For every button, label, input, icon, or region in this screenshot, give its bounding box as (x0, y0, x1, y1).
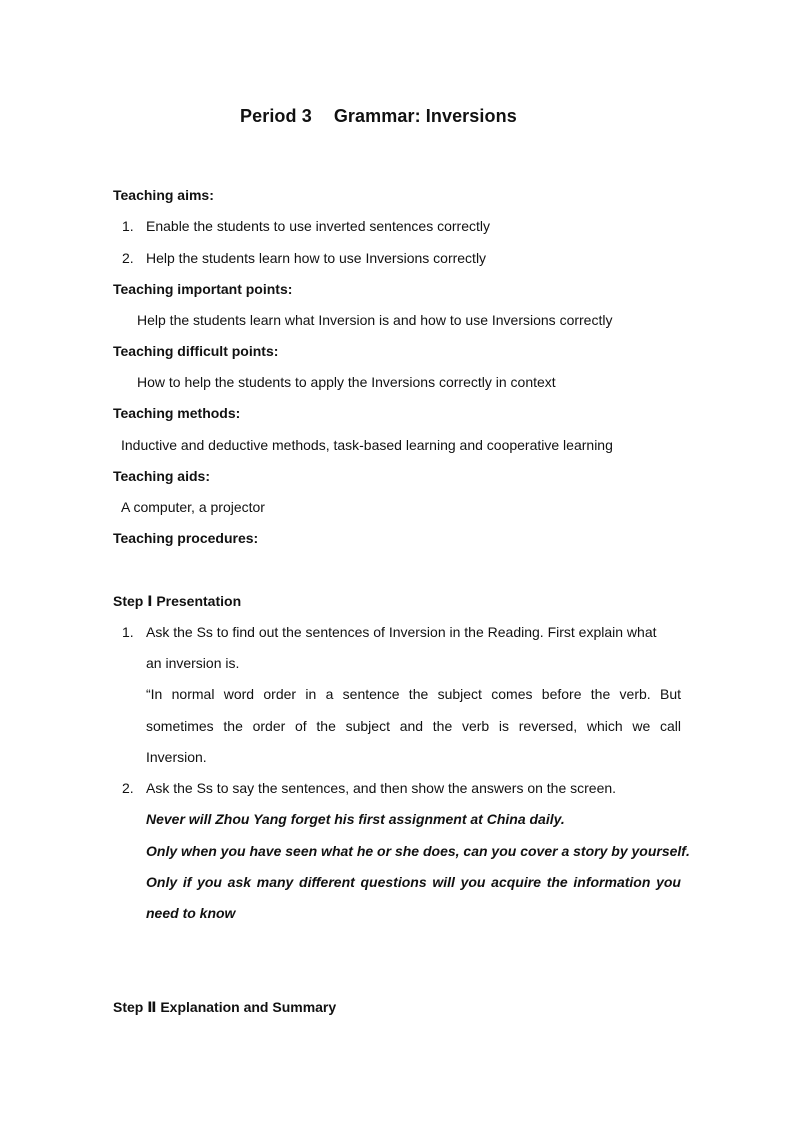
important-points-heading: Teaching important points: (113, 281, 293, 297)
aim-item-1-text: Enable the students to use inverted sentences correctly (146, 218, 490, 234)
example-sentence-2: Only when you have seen what he or she does, can you cover a story by yourself. (146, 843, 690, 859)
aim-item-2-number: 2. (122, 250, 134, 266)
step1-item-1-line2: an inversion is. (146, 655, 240, 671)
page-title (240, 106, 517, 127)
aim-item-2-text: Help the students learn how to use Inversions correctly (146, 250, 487, 266)
methods-text: Inductive and deductive methods, task-based learning and cooperative learning (121, 437, 613, 453)
aim-item-2 (122, 249, 486, 267)
step1-item-2-text: Ask the Ss to say the sentences, and then show the answers on the screen. (146, 780, 617, 796)
title-topic: Grammar: Inversions (333, 106, 517, 126)
important-points-text: Help the students learn what Inversion is and how to use Inversions correctly (137, 312, 613, 328)
title-period: Period 3 (240, 106, 312, 126)
step1-item-1-text: Ask the Ss to find out the sentences of Inversion in the Reading. First explain what (146, 624, 657, 640)
procedures-heading: Teaching procedures: (113, 530, 259, 546)
step1-heading: Step Ⅰ Presentation (113, 593, 242, 609)
step1-quote-line2: sometimes the order of the subject and the verb is reversed, which we call (146, 718, 681, 734)
methods-heading: Teaching methods: (113, 405, 241, 421)
aids-heading: Teaching aids: (113, 468, 210, 484)
difficult-points-heading: Teaching difficult points: (113, 343, 279, 359)
step1-item-1-line1 (122, 623, 657, 641)
aims-heading: Teaching aims: (113, 187, 214, 203)
step1-item-1-number: 1. (122, 624, 134, 640)
step1-quote-line1: “In normal word order in a sentence the subject comes before the verb. But (146, 686, 681, 702)
example-sentence-3-continued: need to know (146, 905, 236, 921)
step2-heading: Step Ⅱ Explanation and Summary (113, 999, 337, 1015)
aim-item-1-number: 1. (122, 218, 134, 234)
example-sentence-1: Never will Zhou Yang forget his first assignment at China daily. (146, 811, 565, 827)
example-sentence-3: Only if you ask many different questions will you acquire the information you (146, 874, 681, 890)
difficult-points-text: How to help the students to apply the Inversions correctly in context (137, 374, 556, 390)
aim-item-1 (122, 217, 490, 235)
step1-quote-line3: Inversion. (146, 749, 207, 765)
step1-item-2-line1 (122, 779, 616, 797)
aids-text: A computer, a projector (121, 499, 265, 515)
step1-item-2-number: 2. (122, 780, 134, 796)
